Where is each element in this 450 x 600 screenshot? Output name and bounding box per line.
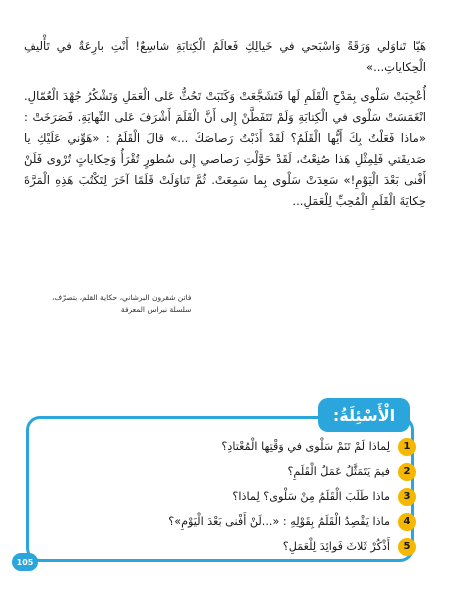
source-series-line: سلسلة نبراس المعرفة bbox=[120, 305, 192, 314]
question-number-badge: 1 bbox=[398, 438, 416, 456]
question-number-badge: 2 bbox=[398, 463, 416, 481]
question-item bbox=[56, 459, 416, 484]
question-number-badge: 3 bbox=[398, 488, 416, 506]
source-citation bbox=[52, 292, 191, 316]
page-number: 105 bbox=[12, 553, 38, 571]
question-text: ماذا طَلَبَ الْقَلَمُ مِنْ سَلْوى؟ لِماذا؟ bbox=[232, 490, 390, 503]
question-item bbox=[56, 484, 416, 509]
source-author-line: فاتن شقرون البرشاني، حكاية القلم، بتصرّف، bbox=[52, 293, 192, 302]
question-text: ماذا يَقْصِدُ الْقَلَمُ بِقَوْلِهِ : «...لَنْ أَفْنى بَعْدَ الْيَوْمِ»؟ bbox=[168, 515, 390, 528]
question-number-badge: 5 bbox=[398, 538, 416, 556]
question-item bbox=[56, 534, 416, 559]
story-text bbox=[24, 36, 426, 220]
story-paragraph: هَيّا تَناوَلي وَرَقَةً وَاسْبَحي في خَيالِكِ فَعالَمُ الْكِتابَةِ شاسِعٌ! أَنْتِ بارِعَةٌ في تَأْليفِ الْحِكاياتِ...» bbox=[24, 39, 426, 74]
question-text: لِماذا لَمْ تَنَمْ سَلْوى في وَقْتِها الْمُعْتادِ؟ bbox=[221, 440, 390, 453]
questions-title: الْأَسْئِلَةُ: bbox=[318, 398, 410, 432]
question-text: فيمَ يَتَمَثَّلُ عَمَلُ الْقَلَمِ؟ bbox=[287, 465, 390, 478]
questions-list bbox=[56, 434, 416, 559]
question-number-badge: 4 bbox=[398, 513, 416, 531]
question-item bbox=[56, 509, 416, 534]
question-item bbox=[56, 434, 416, 459]
story-paragraph: أُعْجِبَتْ سَلْوى بِمَدْحِ الْقَلَمِ لَها فَتَشَجَّعَتْ وَكَتَبَتْ تَحُثُّ عَلى الْعَمَلِ وَتَشْكُرُ جُهْدَ الْعُمّالِ. انْغَمَسَتْ سَلْوى في الْكِتابَةِ وَلَمْ تَتَفَطَّنْ إِلى أَنَّ الْقَلَمَ أَشْرَفَ عَلى النِّهايَةِ. فَصَرَخَتْ : «ماذا فَعَلْتُ بِكَ أَيُّها الْقَلَمُ؟ لَقَدْ أَذَبْتُ رَصاصَكَ ...» قالَ الْقَلَمُ : «هَوِّني عَلَيْكِ يا صَديقَتي فَلِمِثْلِ هَذا صُنِعْتُ، لَقَدْ حَوَّلْتِ رَصاصي إِلى سُطورٍ تُقْرَأُ وَحِكاياتٍ تُرْوى فَلَنْ أَفْنى بَعْدَ الْيَوْمِ!» سَعِدَتْ سَلْوى بِما سَمِعَتْ. ثُمَّ تَناوَلَتْ قَلَمًا آخَرَ لِتَكْتُبَ هَذِهِ الْمَرَّةَ حِكايَةَ الْقَلَمِ الْمُحِبِّ لِلْعَمَلِ... bbox=[24, 89, 426, 208]
question-text: أَذْكُرْ ثَلاثَ فَوائِدَ لِلْعَمَلِ؟ bbox=[282, 540, 390, 553]
